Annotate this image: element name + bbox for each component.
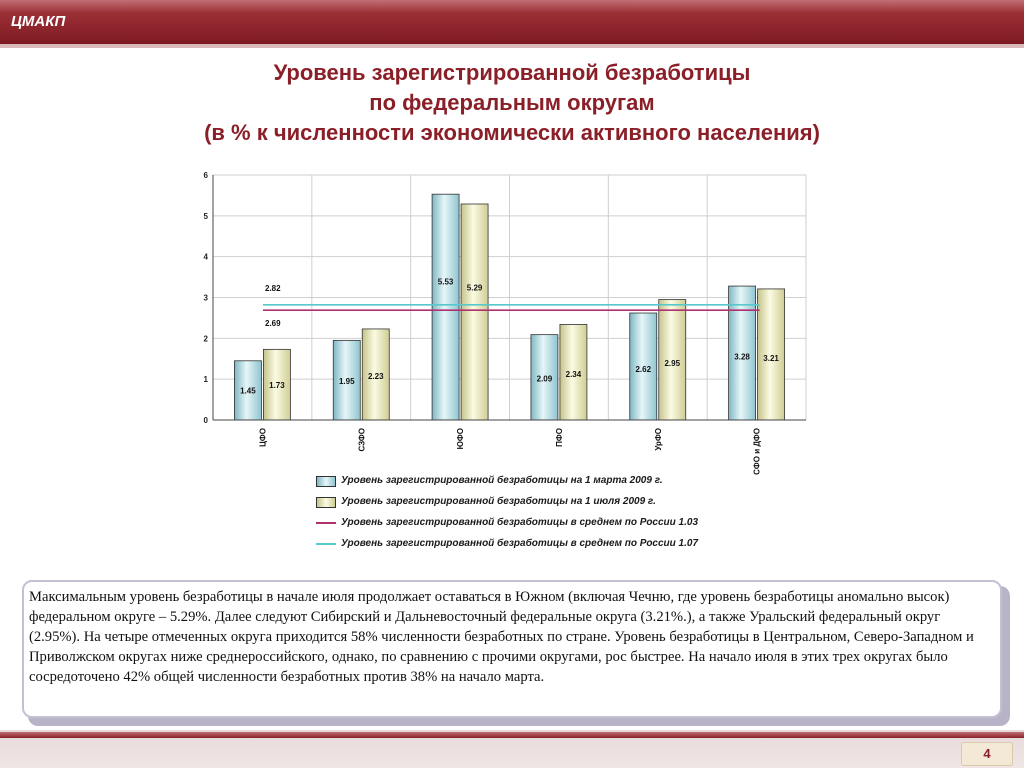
- legend-item-avg-103: [316, 516, 816, 537]
- legend-item-avg-107: [316, 537, 816, 558]
- legend-swatch-avg-103: [316, 522, 336, 524]
- y-tick-label: 4: [203, 252, 208, 262]
- commentary-box: [22, 580, 1002, 718]
- page-number: 4: [961, 742, 1013, 766]
- data-label: 2.23: [367, 372, 384, 382]
- data-label: 2.62: [635, 364, 652, 374]
- title-line-1: Уровень зарегистрированной безработицы: [273, 60, 751, 85]
- reference-label: 2.82: [265, 283, 281, 293]
- data-label: 2.95: [664, 358, 681, 368]
- legend-label-march: Уровень зарегистрированной безработицы на 1 марта 2009 г.: [341, 475, 663, 486]
- title-line-2: по федеральным округам: [369, 90, 655, 115]
- brand-logo-text: ЦМАКП: [11, 13, 66, 30]
- legend-item-july: [316, 495, 816, 516]
- y-tick-label: 1: [203, 375, 208, 385]
- data-label: 3.21: [763, 354, 779, 364]
- y-tick-label: 3: [203, 293, 208, 303]
- footer-divider: [0, 732, 1024, 738]
- legend-item-march: [316, 474, 816, 495]
- legend-swatch-march: [316, 476, 336, 487]
- bar: [432, 194, 459, 420]
- data-label: 5.29: [466, 283, 483, 293]
- data-label: 3.28: [734, 352, 750, 362]
- legend-label-avg-103: Уровень зарегистрированной безработицы в среднем по России 1.03: [341, 517, 699, 528]
- y-tick-label: 6: [203, 171, 208, 180]
- data-label: 1.45: [240, 386, 256, 396]
- legend-label-avg-107: Уровень зарегистрированной безработицы в среднем по России 1.07: [341, 538, 699, 549]
- chart-legend: [316, 474, 816, 558]
- bar: [461, 204, 488, 420]
- data-label: 2.09: [536, 374, 553, 384]
- commentary-text: Максимальным уровень безработицы в начале июля продолжает оставаться в Южном (включая Чечню, где уровень безработицы аномально высок) федеральном округе – 5.29%. Далее следуют Сибирский и Дальневосточный федеральные округа (3.21%.), а также Уральский федеральный округ (2.95%). На четыре отмеченных округа приходится 58% численности безработных по стране. Уровень безработицы в Центральном, Северо-Западном и Приволжском округах ниже среднероссийского, однако, по сравнению с прочими округами, рос быстрее. На начало июля в этих трех округах было сосредоточено 42% общей численности безработных против 38% на начало марта.: [29, 589, 974, 685]
- reference-label: 2.69: [265, 319, 281, 329]
- data-label: 2.34: [565, 370, 582, 380]
- legend-swatch-july: [316, 497, 336, 508]
- y-tick-label: 0: [203, 416, 208, 425]
- x-tick-label: СФО и ДФО: [752, 428, 762, 475]
- data-label: 5.53: [437, 277, 454, 287]
- y-tick-label: 5: [203, 211, 208, 221]
- x-tick-label: СЗФО: [357, 428, 367, 452]
- data-label: 1.73: [269, 381, 285, 391]
- legend-label-july: Уровень зарегистрированной безработицы на 1 июля 2009 г.: [341, 496, 656, 507]
- x-tick-label: ЦФО: [258, 428, 268, 447]
- data-label: 1.95: [338, 377, 355, 387]
- x-tick-label: ПФО: [554, 428, 564, 447]
- x-tick-label: УрФО: [653, 428, 663, 451]
- legend-swatch-avg-107: [316, 543, 336, 545]
- x-tick-label: ЮФО: [456, 428, 466, 450]
- title-line-3: (в % к численности экономически активного населения): [204, 120, 820, 145]
- y-tick-label: 2: [203, 334, 208, 344]
